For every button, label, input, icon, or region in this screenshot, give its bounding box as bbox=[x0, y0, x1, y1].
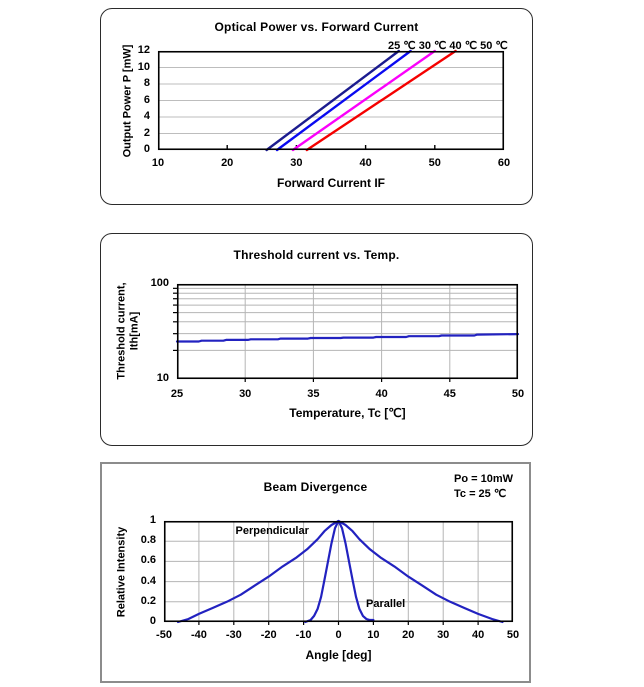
y-axis-title-line1: Threshold current, bbox=[115, 282, 128, 380]
note-tc: Tc = 25 ℃ bbox=[454, 488, 507, 501]
optical-power-chart-panel bbox=[100, 8, 533, 205]
series-line bbox=[177, 334, 518, 341]
x-tick-label: -20 bbox=[260, 629, 277, 641]
x-tick-label: 10 bbox=[151, 157, 165, 169]
y-tick-label: 12 bbox=[137, 44, 150, 56]
y-tick-label: 2 bbox=[143, 126, 150, 139]
x-tick-label: -40 bbox=[190, 629, 207, 641]
x-tick-label: 30 bbox=[290, 157, 303, 169]
x-tick-label: 60 bbox=[497, 157, 511, 169]
y-tick-label: 6 bbox=[143, 93, 150, 106]
x-tick-label: 0 bbox=[335, 629, 342, 641]
series-line bbox=[305, 521, 373, 622]
x-tick-label: 40 bbox=[471, 629, 485, 641]
x-axis-title: Temperature, Tc [℃] bbox=[289, 406, 406, 420]
x-tick-label: -10 bbox=[295, 629, 312, 641]
x-tick-label: 20 bbox=[402, 629, 415, 641]
y-tick-label: 1 bbox=[149, 514, 156, 526]
y-tick-label: 8 bbox=[143, 77, 150, 89]
y-axis-title: Relative Intensity bbox=[115, 526, 128, 618]
x-axis-title: Angle [deg] bbox=[305, 648, 372, 662]
y-axis-title-line2: Ith[mA] bbox=[128, 311, 140, 351]
x-tick-label: 40 bbox=[359, 157, 372, 169]
x-tick-label: -30 bbox=[225, 629, 242, 641]
y-tick-label: 0.4 bbox=[140, 574, 156, 587]
x-tick-label: 45 bbox=[443, 388, 456, 400]
threshold-current-chart-panel bbox=[100, 233, 533, 446]
chart-title: Optical Power vs. Forward Current bbox=[214, 20, 419, 34]
y-tick-label: 10 bbox=[137, 60, 150, 73]
y-tick-label: 0 bbox=[143, 143, 150, 155]
x-tick-label: 30 bbox=[239, 388, 252, 400]
chart-title: Threshold current vs. Temp. bbox=[233, 248, 400, 262]
y-tick-label: 0.6 bbox=[140, 554, 156, 567]
x-tick-label: 30 bbox=[437, 629, 450, 641]
x-tick-label: -50 bbox=[156, 629, 172, 641]
plot-area bbox=[177, 284, 518, 379]
y-axis-title bbox=[115, 282, 140, 379]
curve-label: Parallel bbox=[366, 597, 406, 610]
series-line bbox=[178, 521, 503, 622]
x-tick-label: 50 bbox=[428, 157, 441, 169]
x-tick-label: 50 bbox=[506, 629, 520, 641]
x-tick-label: 10 bbox=[367, 629, 380, 641]
plot-area bbox=[164, 521, 513, 622]
x-axis-title: Forward Current IF bbox=[276, 176, 385, 190]
test-conditions-note bbox=[454, 472, 513, 503]
x-tick-label: 20 bbox=[221, 157, 234, 169]
x-tick-label: 25 bbox=[170, 388, 184, 400]
x-tick-label: 40 bbox=[375, 388, 388, 400]
y-tick-label: 100 bbox=[150, 277, 169, 289]
chart-title: Beam Divergence bbox=[263, 480, 368, 494]
y-tick-label: 0.2 bbox=[140, 594, 156, 607]
y-tick-label: 0.8 bbox=[140, 534, 156, 547]
x-tick-label: 50 bbox=[511, 388, 525, 400]
curve-label: Perpendicular bbox=[235, 525, 309, 538]
y-tick-label: 10 bbox=[156, 372, 169, 384]
y-tick-label: 4 bbox=[143, 110, 150, 122]
y-axis-title: Output Power P [mW] bbox=[121, 44, 134, 158]
x-tick-label: 35 bbox=[307, 388, 320, 400]
beam-divergence-chart-panel bbox=[100, 462, 531, 683]
plot-area bbox=[158, 51, 504, 150]
temperature-legend: 25 ℃ 30 ℃ 40 ℃ 50 ℃ bbox=[388, 40, 508, 52]
y-tick-label: 0 bbox=[149, 615, 156, 627]
note-po: Po = 10mW bbox=[454, 473, 513, 485]
